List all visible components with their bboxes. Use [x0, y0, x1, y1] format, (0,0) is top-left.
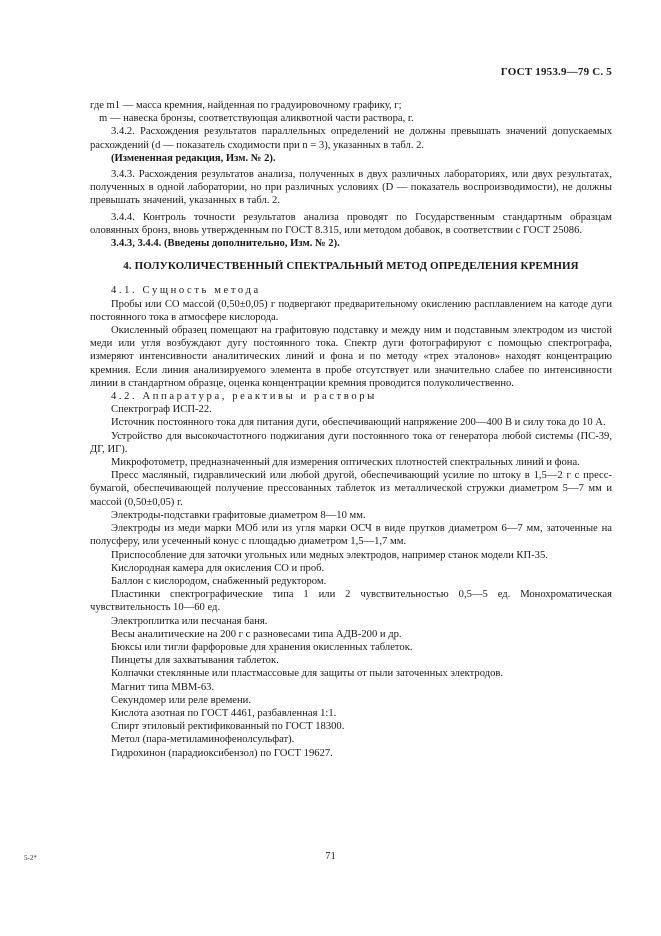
equipment-item: Бюксы или тигли фарфоровые для хранения окисленных таблеток.	[111, 641, 413, 653]
equipment-item: Спектрограф ИСП-22.	[111, 404, 212, 416]
amendment-note-1: (Измененная редакция, Изм. № 2).	[111, 152, 276, 164]
clause-3-4-3: 3.4.3. Расхождения результатов анализа, полученных в двух различных лабораториях, или двух результатах, полученных в одной лаборатории, но при различных условиях (D — показатель воспроизводимости), не должны превышать значений, указанных в табл. 2.	[90, 169, 612, 207]
reagent-item: Спирт этиловый ректификованный по ГОСТ 18300.	[111, 721, 345, 733]
equipment-item: Секундомер или реле времени.	[111, 694, 251, 706]
page-body	[90, 99, 612, 760]
clause-4-1-text-2: Окисленный образец помещают на графитовую подставку и между ним и подставным электродом из чистой меди или угля возбуждают дугу постоянного тока. Спектр дуги фотографируют с помощью спектрографа, измеряют интенсивности аналитических линий и фона и по методу «трех эталонов» находят концентрацию кремния. Если линия анализируемого элемента в пробе отсутствует или значительно слабее по интенсивности линии в стандартном образце, оценка концентрации кремния проводится полуколичественно.	[90, 325, 612, 389]
equipment-item: Устройство для высокочастотного поджигания дуги постоянного тока от генератора любой системы (ПС-39, ДГ, ИГ).	[90, 430, 612, 455]
reagent-item: Метол (пара-метиламинофенолсульфат).	[111, 734, 295, 746]
equipment-item: Приспособление для заточки угольных или медных электродов, например станок модели КП-35.	[111, 549, 548, 561]
section-heading-4: 4. ПОЛУКОЛИЧЕСТВЕННЫЙ СПЕКТРАЛЬНЫЙ МЕТОД ОПРЕДЕЛЕНИЯ КРЕМНИЯ	[123, 260, 579, 273]
reagent-item: Гидрохинон (парадиоксибензол) по ГОСТ 19627.	[111, 747, 333, 759]
equipment-item: Электроплитка или песчаная баня.	[111, 615, 268, 627]
equipment-item: Пинцеты для захватывания таблеток.	[111, 655, 279, 667]
clause-3-4-2: 3.4.2. Расхождения результатов параллельных определений не должны превышать значений допускаемых расхождений (d — показатель сходимости при n = 3), указанных в табл. 2.	[90, 126, 612, 151]
clause-3-4-4: 3.4.4. Контроль точности результатов анализа проводят по Государственным стандартным образцам оловянных бронз, вновь утвержденным по ГОСТ 8.315, или методом добавок, в соответствии с ГОСТ 25086.	[90, 211, 612, 236]
equipment-item: Пресс масляный, гидравлический или любой другой, обеспечивающий усилие по штоку в 1,5—2 г с пресс-бумагой, обеспечивающей получение прессованных таблеток из металлической стружки диаметром 5—7 мм и массой (0,50±0,05) г.	[90, 470, 612, 508]
equipment-item: Электроды из меди марки МОб или из угля марки ОСЧ в виде прутков диаметром 6—7 мм, заточенные на полусферу, или усеченный конус с площадью диаметром 1,5—1,7 мм.	[90, 523, 612, 548]
amendment-note-2: 3.4.3, 3.4.4. (Введены дополнительно, Изм. № 2).	[111, 238, 340, 250]
equipment-item: Пластинки спектрографические типа 1 или 2 чувствительностью 0,5—5 ед. Монохроматическая чувствительность 10—60 ед.	[90, 589, 612, 614]
equipment-item: Баллон с кислородом, снабженный редуктором.	[111, 575, 327, 587]
equipment-item: Микрофотометр, предназначенный для измерения оптических плотностей спектральных линий и фона.	[111, 457, 580, 469]
footer-mark: 5-2*	[24, 854, 37, 862]
formula-legend-m: m — навеска бронзы, соответствующая аликвотной части раствора, г.	[99, 113, 414, 125]
equipment-item: Электроды-подставки графитовые диаметром 8—10 мм.	[111, 509, 366, 521]
clause-4-1-title: 4.1. Сущность метода	[111, 285, 261, 297]
equipment-item: Колпачки стеклянные или пластмассовые для защиты от пыли заточенных электродов.	[111, 668, 504, 680]
clause-4-2-title: 4.2. Аппаратура, реактивы и растворы	[111, 391, 377, 403]
formula-legend-m1: где m1 — масса кремния, найденная по градуировочному графику, г;	[90, 100, 402, 111]
equipment-item: Весы аналитические на 200 г с разновесами типа АДВ-200 и др.	[111, 628, 402, 640]
page-number: 71	[325, 851, 336, 862]
equipment-item: Магнит типа МВМ-63.	[111, 681, 215, 693]
running-header: ГОСТ 1953.9—79 С. 5	[500, 66, 612, 78]
reagent-item: Кислота азотная по ГОСТ 4461, разбавленная 1:1.	[111, 707, 337, 719]
equipment-item: Кислородная камера для окисления СО и проб.	[111, 562, 325, 574]
equipment-item: Источник постоянного тока для питания дуги, обеспечивающий напряжение 200—400 В и силу тока до 10 А.	[111, 417, 606, 429]
clause-4-1-text-1: Пробы или СО массой (0,50±0,05) г подвергают предварительному окислению расплавлением на катоде дуги постоянного тока в атмосфере кислорода.	[90, 298, 612, 323]
